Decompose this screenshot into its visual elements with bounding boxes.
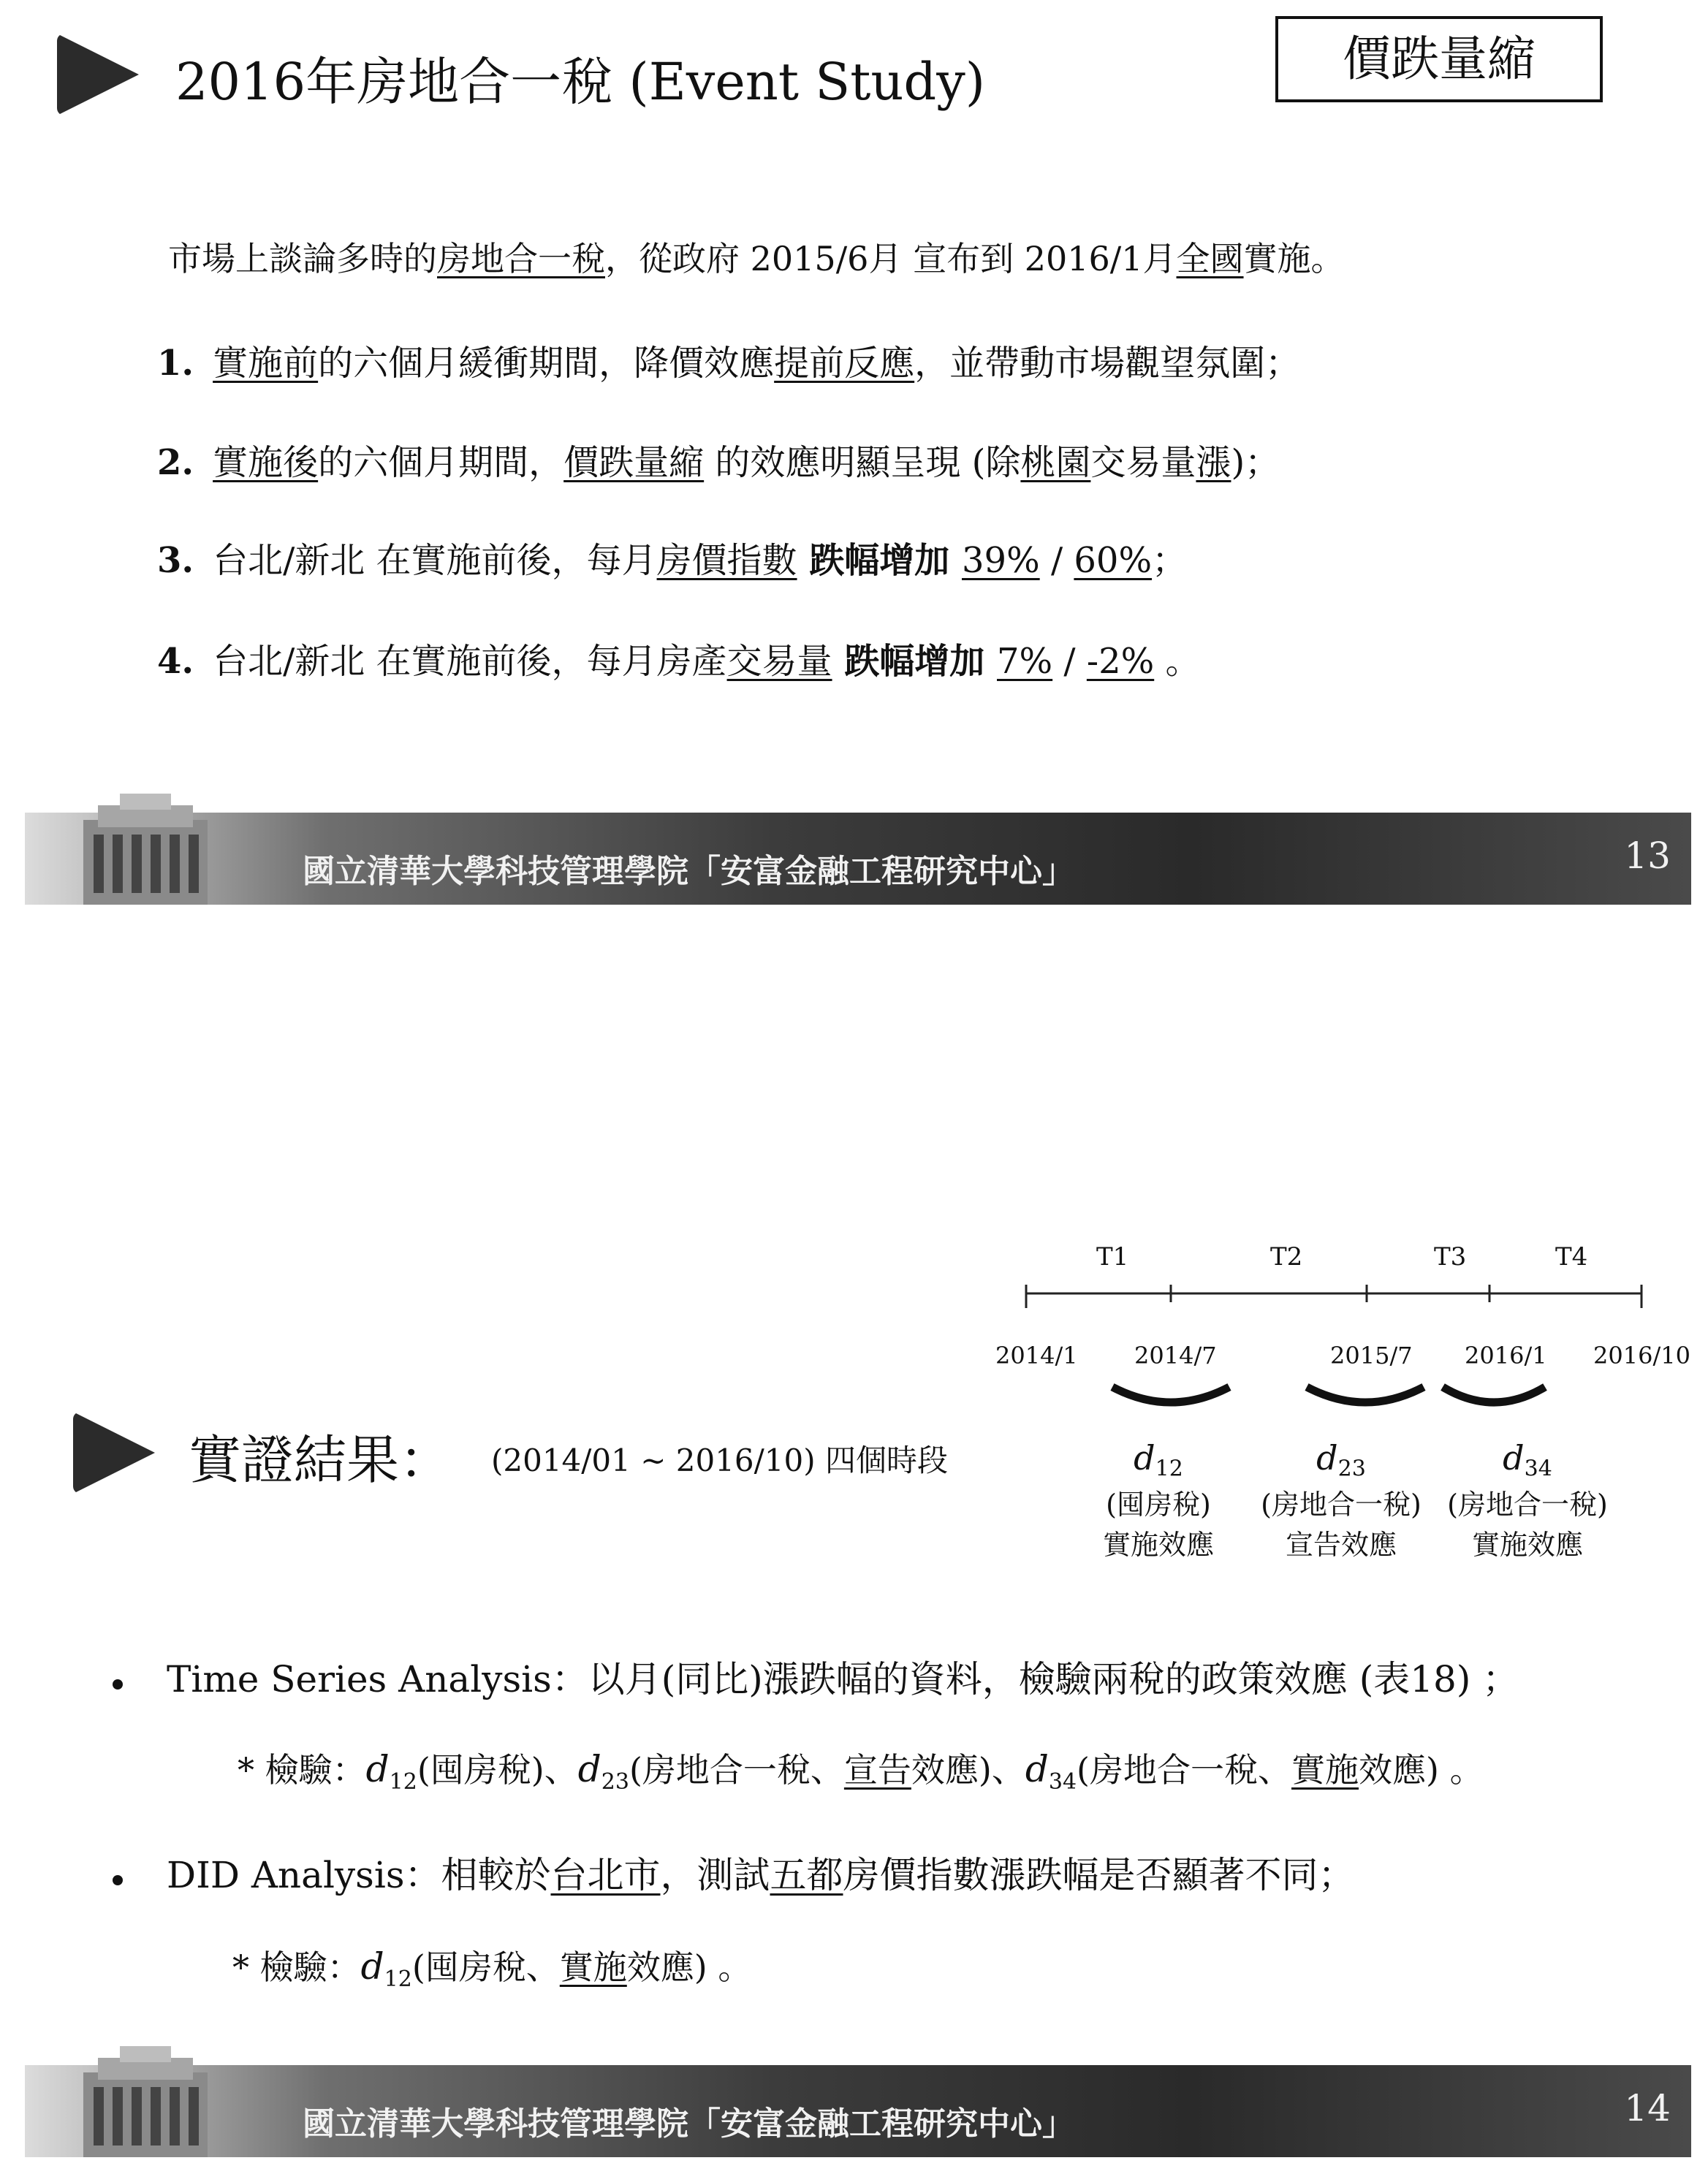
- point-2: 2. 實施後的六個月期間，價跌量縮 的效應明顯呈現 (除桃園交易量漲)；: [157, 442, 1280, 483]
- title-arrow-icon: [73, 1412, 155, 1494]
- slide14-subtitle: (2014/01 ~ 2016/10) 四個時段: [491, 1443, 948, 1478]
- bullet-time-series: Time Series Analysis：以月(同比)漲跌幅的資料，檢驗兩稅的政策效應 (表18) ；: [167, 1658, 1519, 1700]
- date-2016-10: 2016/10: [1593, 1342, 1690, 1369]
- date-2014-1: 2014/1: [995, 1342, 1078, 1369]
- footer-institution: 國立清華大學科技管理學院「安富金融工程研究中心」: [303, 853, 1074, 890]
- period-t2: T2: [1270, 1242, 1303, 1272]
- period-t3: T3: [1434, 1242, 1467, 1272]
- bullet-dot: [113, 1875, 123, 1885]
- date-2016-1: 2016/1: [1465, 1342, 1547, 1369]
- bracket-d12: [1112, 1387, 1229, 1402]
- date-2015-7: 2015/7: [1330, 1342, 1413, 1369]
- effect-d23: $d_{23}$ (房地合一稅) 宣告效應: [1261, 1438, 1422, 1561]
- footer-institution: 國立清華大學科技管理學院「安富金融工程研究中心」: [303, 2105, 1074, 2143]
- point-3: 3. 台北/新北 在實施前後，每月房價指數 跌幅增加 39% / 60%；: [157, 540, 1188, 581]
- building-logo-icon: [76, 791, 215, 905]
- effect-d12: $d_{12}$ (囤房稅) 實施效應: [1102, 1438, 1214, 1561]
- bullet-time-series-detail: * 檢驗：$d_{12}$(囤房稅)、$d_{23}$(房地合一稅、宣告效應)、$d_{34}$(房地合一稅、實施效應) 。: [238, 1748, 1484, 1795]
- footer-banner-13: [25, 813, 1691, 905]
- title-arrow-icon: [57, 34, 139, 115]
- point-1: 1. 實施前的六個月緩衝期間，降價效應提前反應，並帶動市場觀望氛圍；: [157, 343, 1301, 384]
- badge-price-down-volume-shrink: 價跌量縮: [1275, 16, 1603, 102]
- date-2014-7: 2014/7: [1134, 1342, 1217, 1369]
- intro-paragraph: 市場上談論多時的房地合一稅，從政府 2015/6月 宣布到 2016/1月全國實施。: [168, 239, 1345, 278]
- point-4: 4. 台北/新北 在實施前後，每月房產交易量 跌幅增加 7% / -2% 。: [157, 641, 1201, 682]
- period-t1: T1: [1096, 1242, 1129, 1272]
- building-logo-icon: [76, 2043, 215, 2157]
- bracket-d34: [1443, 1387, 1545, 1402]
- page-number: 14: [1624, 2087, 1671, 2129]
- effect-d34: $d_{34}$ (房地合一稅) 實施效應: [1447, 1438, 1608, 1561]
- page-number: 13: [1624, 835, 1671, 877]
- slide13-title: 2016年房地合一稅 (Event Study): [175, 52, 986, 112]
- footer-banner-14: [25, 2065, 1691, 2157]
- bullet-did-detail: * 檢驗：$d_{12}$(囤房稅、實施效應) 。: [232, 1945, 752, 1993]
- period-t4: T4: [1555, 1242, 1588, 1272]
- bracket-d23: [1307, 1387, 1424, 1402]
- bullet-dot: [113, 1679, 123, 1690]
- bullet-did-analysis: DID Analysis：相較於台北市，測試五都房價指數漲跌幅是否顯著不同；: [167, 1854, 1355, 1896]
- slide14-title: 實證結果：: [189, 1429, 452, 1491]
